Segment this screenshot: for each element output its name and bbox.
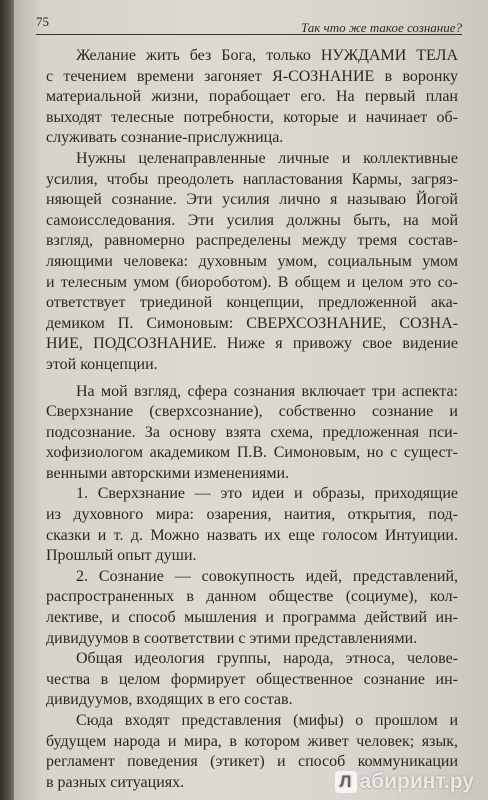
- text-line: дивидуумов в соответствии с этими представлениями.: [46, 629, 418, 647]
- page-body-text: [46, 46, 458, 793]
- text-line: выходят телесные потребности, которые и начинает об-: [46, 108, 458, 126]
- text-line: будущем народа и мира, в котором живет человек; язык,: [46, 732, 458, 750]
- text-line: 1. Сверхзнание — это идеи и образы, приходящие: [76, 485, 458, 503]
- text-line: Прошлый опыт души.: [46, 547, 197, 565]
- text-line: Сюда входят представления (мифы) о прошлом и: [76, 712, 458, 729]
- running-title: Так что же такое сознание?: [300, 20, 462, 35]
- text-line: няющей сознание. Эти усилия лично я называю Йогой: [46, 191, 458, 209]
- text-line: материальной жизни, порабощает его. На первый план: [46, 88, 458, 106]
- text-line: лективе, и способ мышления и программа действий ин-: [46, 609, 458, 627]
- page-header: [36, 12, 462, 35]
- text-line: хофизиологом академиком П.В. Симоновым, но с сущест-: [46, 444, 458, 462]
- text-line: демиком П. Симоновым: СВЕРХСОЗНАНИЕ, СОЗНА-: [46, 314, 458, 332]
- text-line: самоисследования. Эти усилия должны быть, на мой: [46, 211, 458, 229]
- text-line: усилия, чтобы преодолеть напластования Кармы, загряз-: [46, 170, 458, 188]
- text-line: 2. Сознание — совокупность идей, представлений,: [76, 567, 458, 585]
- page-number: 75: [36, 14, 49, 29]
- text-line: сказки и т. д. Можно назвать их еще голосом Интуиции.: [46, 526, 458, 544]
- text-line: Сверхзнание (сверхсознание), собственно сознание и: [46, 403, 458, 421]
- text-line: НИЕ, ПОДСОЗНАНИЕ. Ниже я привожу свое видение: [46, 335, 458, 353]
- text-line: регламент поведения (этикет) и способ коммуникации: [46, 753, 458, 771]
- text-line: дивидуумов, входящих в его состав.: [46, 691, 293, 709]
- text-line: из духовного мира: озарения, наития, открытия, под-: [46, 506, 458, 524]
- text-line: ответствует триединой концепции, предложенной ака-: [46, 294, 458, 312]
- text-line: в разных ситуациях.: [46, 773, 185, 791]
- text-line: Желание жить без Бога, только НУЖДАМИ ТЕЛА: [76, 47, 458, 64]
- text-line: Нужны целенаправленные личные и коллективные: [76, 149, 458, 167]
- labirint-watermark: [335, 770, 475, 794]
- text-line: чества в целом формирует общественное сознание ин-: [46, 670, 458, 688]
- watermark-text: абиринт.ру: [359, 770, 474, 793]
- text-line: Общая идеология группы, народа, этноса, челове-: [76, 650, 458, 668]
- text-line: служивать сознание-прислужница.: [46, 129, 284, 147]
- text-line: взгляд, равномерно распределены между тремя состав-: [46, 232, 458, 250]
- text-line: венными авторскими изменениями.: [46, 464, 290, 482]
- text-line: распространенных в данном обществе (социуме), кол-: [46, 588, 458, 606]
- text-line: этой концепции.: [46, 355, 158, 373]
- text-line: ляющими человека: духовным умом, социальным умом: [46, 252, 458, 270]
- text-line: с течением времени загоняет Я-СОЗНАНИЕ в воронку: [46, 67, 458, 85]
- text-line: На мой взгляд, сфера сознания включает три аспекта:: [76, 382, 458, 400]
- text-line: подсознание. За основу взята схема, предложенная пси-: [46, 423, 458, 441]
- labirint-logo-icon: Л: [335, 771, 357, 793]
- book-page: [14, 0, 488, 800]
- text-line: и телесным умом (биороботом). В общем и целом это со-: [46, 273, 458, 291]
